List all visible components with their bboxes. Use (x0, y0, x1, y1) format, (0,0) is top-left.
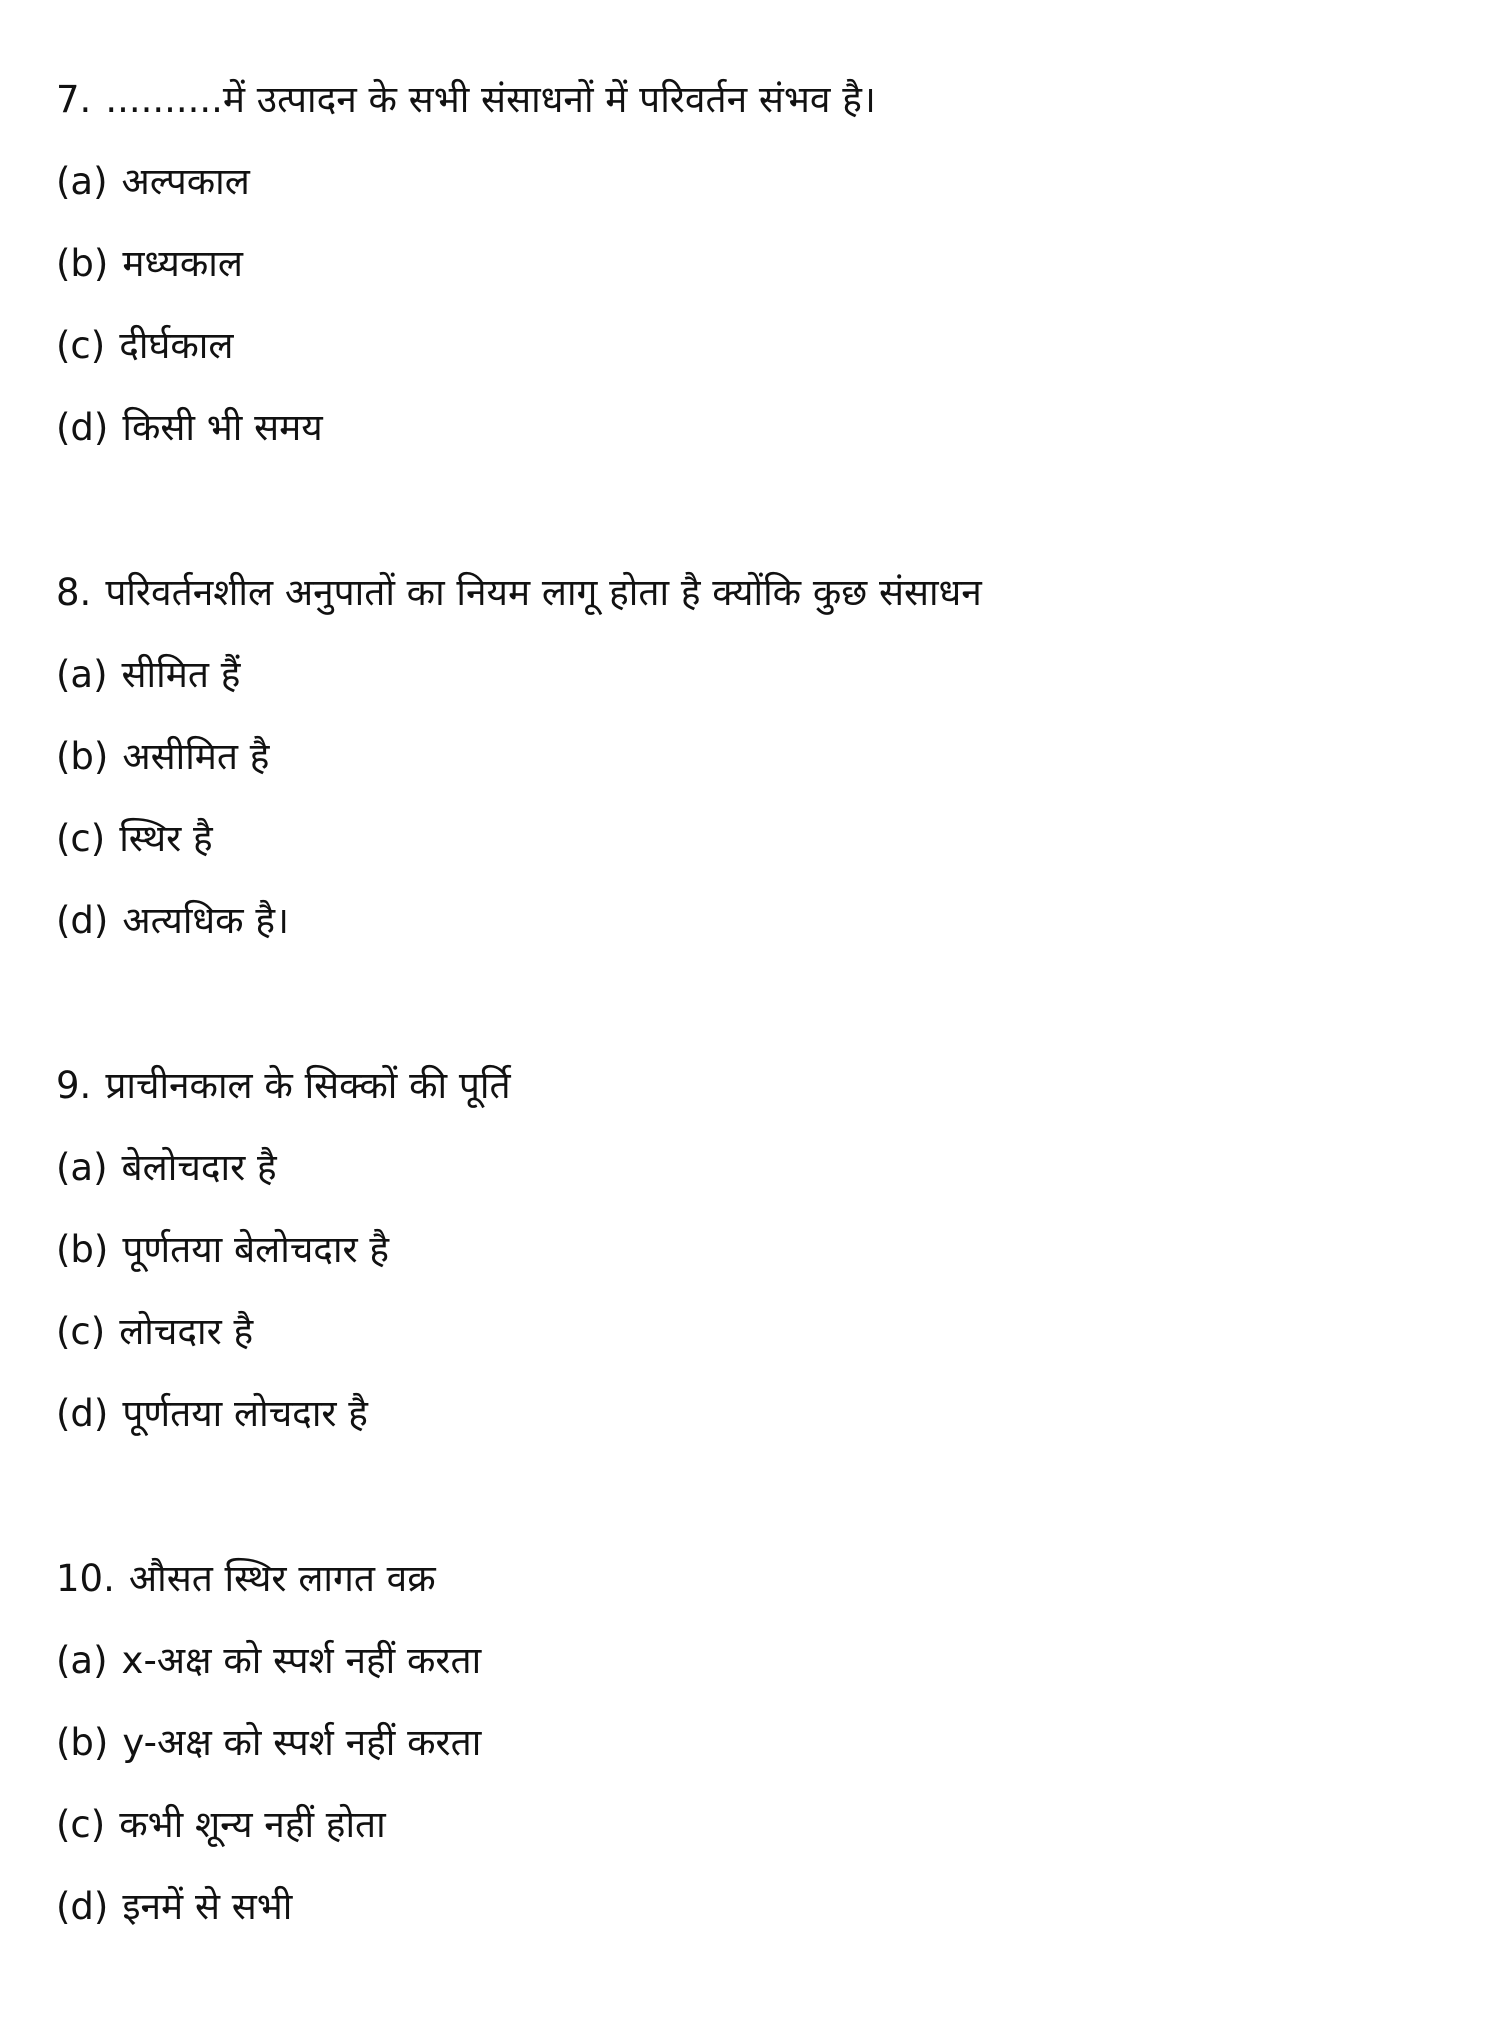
question-7 (56, 72, 1465, 565)
option-text: x-अक्ष को स्पर्श नहीं करता (121, 1639, 482, 1682)
option-label: (c) (56, 1803, 106, 1846)
question-9 (56, 1058, 1465, 1551)
option-text: किसी भी समय (122, 406, 323, 449)
option-text: y-अक्ष को स्पर्श नहीं करता (122, 1721, 482, 1764)
question-text (56, 565, 1465, 647)
option-c (56, 1304, 1465, 1386)
question-10 (56, 1551, 1465, 2044)
option-text: सीमित हैं (121, 653, 241, 696)
question-number: 10. (56, 1557, 115, 1600)
question-number: 8. (56, 571, 92, 614)
option-text: पूर्णतया बेलोचदार है (122, 1228, 390, 1271)
option-a (56, 154, 1465, 236)
option-label: (a) (56, 1146, 108, 1189)
option-label: (b) (56, 1228, 109, 1271)
option-d (56, 1879, 1465, 1961)
question-number: 7. (56, 78, 92, 121)
option-c (56, 811, 1465, 893)
option-label: (d) (56, 1392, 109, 1435)
question-sheet (56, 72, 1465, 2044)
option-b (56, 236, 1465, 318)
option-a (56, 1140, 1465, 1222)
option-label: (a) (56, 1639, 108, 1682)
option-label: (a) (56, 653, 108, 696)
question-text (56, 1058, 1465, 1140)
option-d (56, 400, 1465, 482)
option-a (56, 647, 1465, 729)
question-stem: ..........में उत्पादन के सभी संसाधनों में परिवर्तन संभव है। (105, 78, 876, 121)
option-d (56, 893, 1465, 975)
option-label: (c) (56, 817, 106, 860)
option-label: (a) (56, 160, 108, 203)
option-label: (b) (56, 242, 109, 285)
option-d (56, 1386, 1465, 1468)
option-label: (d) (56, 899, 109, 942)
option-text: पूर्णतया लोचदार है (122, 1392, 368, 1435)
option-text: बेलोचदार है (121, 1146, 277, 1189)
option-b (56, 1715, 1465, 1797)
option-b (56, 729, 1465, 811)
option-text: दीर्घकाल (119, 324, 234, 367)
option-label: (c) (56, 324, 106, 367)
question-stem: औसत स्थिर लागत वक्र (128, 1557, 436, 1600)
option-b (56, 1222, 1465, 1304)
question-text (56, 1551, 1465, 1633)
option-text: लोचदार है (119, 1310, 254, 1353)
option-text: स्थिर है (119, 817, 213, 860)
question-number: 9. (56, 1064, 92, 1107)
question-text (56, 72, 1465, 154)
option-text: अल्पकाल (121, 160, 250, 203)
option-label: (c) (56, 1310, 106, 1353)
option-c (56, 1797, 1465, 1879)
option-label: (d) (56, 1885, 109, 1928)
question-stem: प्राचीनकाल के सिक्कों की पूर्ति (105, 1064, 511, 1107)
option-label: (b) (56, 1721, 109, 1764)
question-8 (56, 565, 1465, 1058)
option-label: (d) (56, 406, 109, 449)
option-text: कभी शून्य नहीं होता (119, 1803, 386, 1846)
question-stem: परिवर्तनशील अनुपातों का नियम लागू होता है क्योंकि कुछ संसाधन (105, 571, 982, 614)
option-text: असीमित है (122, 735, 270, 778)
option-text: इनमें से सभी (122, 1885, 293, 1928)
option-label: (b) (56, 735, 109, 778)
option-a (56, 1633, 1465, 1715)
option-text: मध्यकाल (122, 242, 243, 285)
option-c (56, 318, 1465, 400)
option-text: अत्यधिक है। (122, 899, 290, 942)
